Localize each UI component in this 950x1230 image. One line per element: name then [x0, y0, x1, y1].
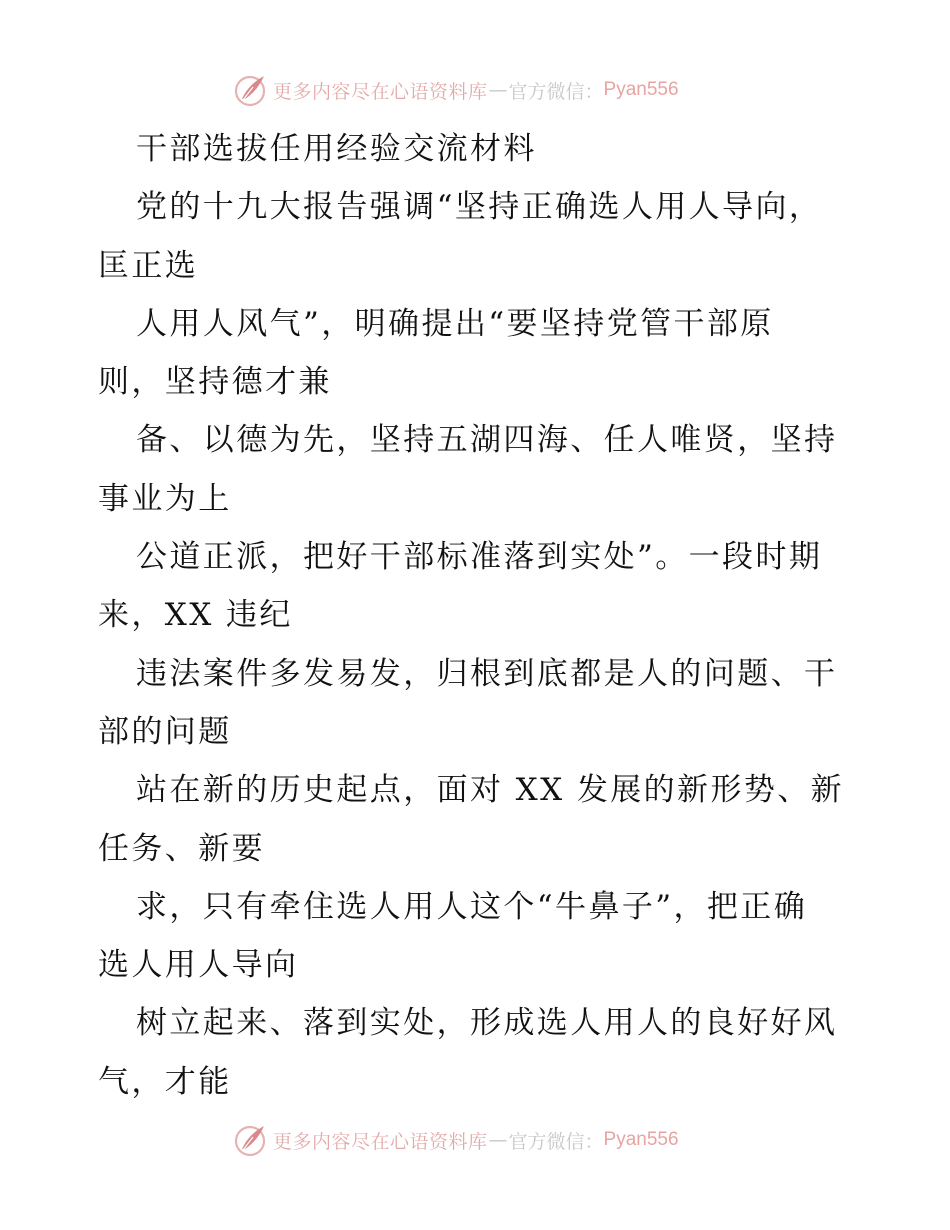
- document-title: 干部选拔任用经验交流材料: [136, 131, 537, 167]
- text-line: 气，才能: [98, 1063, 232, 1100]
- watermark-dash: —: [488, 79, 508, 101]
- text-line: 任务、新要: [98, 830, 265, 867]
- watermark-label: 官方微信：: [508, 1130, 604, 1153]
- text-line: 人用人风气”，明确提出“要坚持党管干部原: [136, 305, 774, 342]
- text-line: 备、以德为先，坚持五湖四海、任人唯贤，坚持: [136, 422, 838, 459]
- text-line: 事业为上: [98, 480, 232, 517]
- text-line: 部的问题: [98, 713, 232, 750]
- document-body: [98, 120, 858, 1111]
- watermark-dash: —: [488, 1129, 508, 1151]
- text-line: 公道正派，把好干部标准落到实处”。一段时期: [136, 539, 823, 576]
- text-line: 匡正选: [98, 247, 199, 284]
- text-line: 树立起来、落到实处，形成选人用人的良好好风: [136, 1005, 838, 1042]
- text-line: 求，只有牵住选人用人这个“牛鼻子”，把正确: [136, 888, 808, 925]
- text-line: 来，XX 违纪: [98, 597, 293, 634]
- text-line: 选人用人导向: [98, 947, 299, 984]
- watermark-brand: 更多内容尽在心语资料库: [273, 80, 488, 103]
- header-watermark: [233, 70, 679, 110]
- text-line: 违法案件多发易发，归根到底都是人的问题、干: [136, 655, 838, 692]
- text-line: 站在新的历史起点，面对 XX 发展的新形势、新: [136, 772, 845, 809]
- text-line: 则，坚持德才兼: [98, 364, 332, 401]
- text-line: 党的十九大报告强调“坚持正确选人用人导向，: [136, 189, 823, 226]
- watermark-id: Pyan556: [603, 1129, 679, 1150]
- quill-logo-icon: [233, 72, 269, 108]
- footer-watermark: [233, 1120, 679, 1160]
- watermark-brand: 更多内容尽在心语资料库: [273, 1130, 488, 1153]
- quill-logo-icon: [233, 1122, 269, 1158]
- watermark-label: 官方微信：: [508, 80, 604, 103]
- watermark-id: Pyan556: [603, 79, 679, 100]
